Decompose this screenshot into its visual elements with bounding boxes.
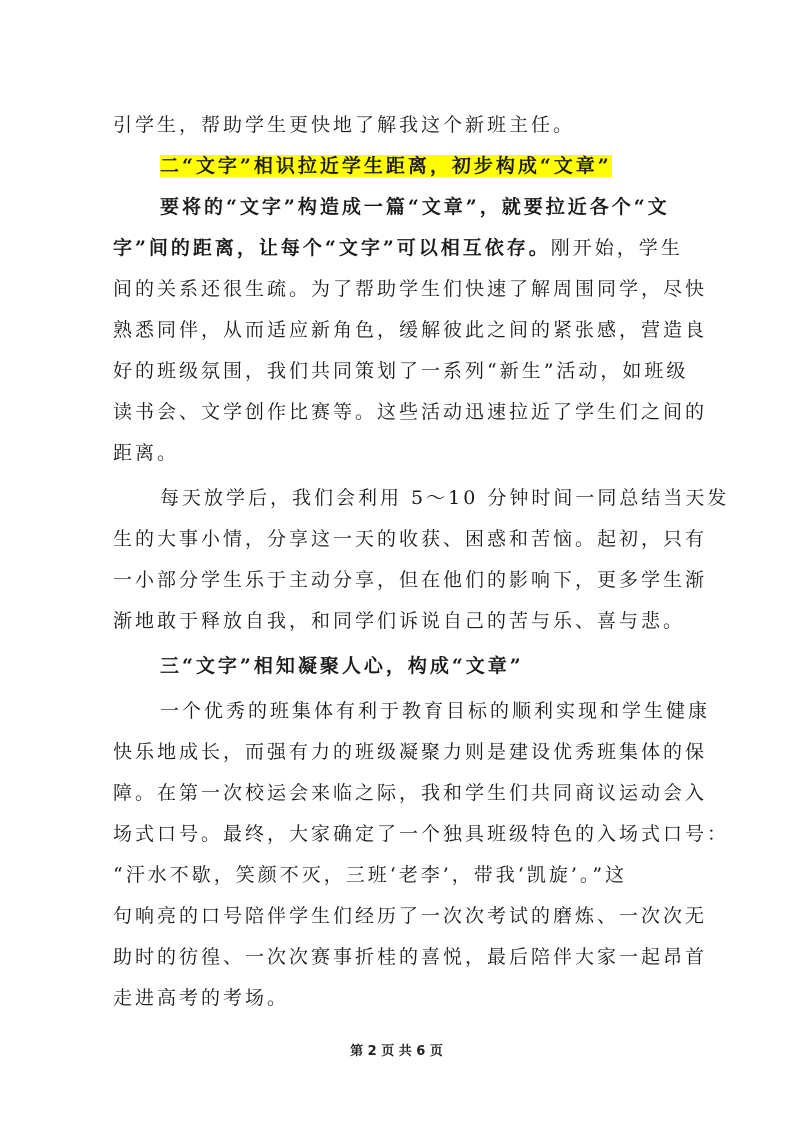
paragraph-line: 距离。 (113, 442, 180, 464)
paragraph-line: 每天放学后，我们会利用 5～10 分钟时间一同总结当天发 (160, 487, 730, 509)
paragraph-line: 场式口号。最终，大家确定了一个独具班级特色的入场式口号： (113, 823, 730, 845)
section-heading-2 (160, 152, 612, 180)
paragraph-line: “汗水不歇，笑颜不灭，三班‘老李’，带我‘凯旋’。”这 (113, 864, 628, 886)
plain-text: 刚开始，学生 (550, 237, 683, 259)
bold-sentence: 字”间的距离，让每个“文字”可以相互依存。 (113, 237, 551, 259)
paragraph-line: 生的大事小情，分享这一天的收获、困惑和苦恼。起初，只有 (113, 528, 708, 550)
paragraph-line: 一个优秀的班集体有利于教育目标的顺利实现和学生健康 (160, 700, 711, 722)
paragraph-line: 渐地敢于释放自我，和同学们诉说自己的苦与乐、喜与悲。 (113, 610, 686, 632)
paragraph-line: 障。在第一次校运会来临之际，我和学生们共同商议运动会入 (113, 782, 708, 804)
paragraph-line-bold: 要将的“文字”构造成一篇“文章”，就要拉近各个“文 (160, 196, 670, 218)
section-heading-3: 三“文字”相知凝聚人心，构成“文章” (160, 655, 524, 677)
paragraph-line-mixed (113, 234, 683, 262)
paragraph-line: 助时的彷徨、一次次赛事折桂的喜悦，最后陪伴大家一起昂首 (113, 946, 708, 968)
paragraph-line: 读书会、文学创作比赛等。这些活动迅速拉近了学生们之间的 (113, 401, 708, 423)
paragraph-line: 走进高考的考场。 (113, 987, 290, 1009)
page-number-footer: 第 2 页 共 6 页 (350, 1044, 443, 1059)
body-text (113, 0, 730, 1040)
paragraph-line: 一小部分学生乐于主动分享，但在他们的影响下，更多学生渐 (113, 569, 708, 591)
highlighted-heading-text: 二“文字”相识拉近学生距离，初步构成“文章” (160, 155, 612, 177)
paragraph-line: 句响亮的口号陪伴学生们经历了一次次考试的磨炼、一次次无 (113, 905, 708, 927)
paragraph-line: 间的关系还很生疏。为了帮助学生们快速了解周围同学，尽快 (113, 278, 708, 300)
paragraph-line: 引学生，帮助学生更快地了解我这个新班主任。 (113, 114, 576, 136)
paragraph-line: 快乐地成长，而强有力的班级凝聚力则是建设优秀班集体的保 (113, 741, 708, 763)
paragraph-line: 好的班级氛围，我们共同策划了一系列“新生”活动，如班级 (113, 360, 689, 382)
paragraph-line: 熟悉同伴，从而适应新角色，缓解彼此之间的紧张感，营造良 (113, 319, 708, 341)
